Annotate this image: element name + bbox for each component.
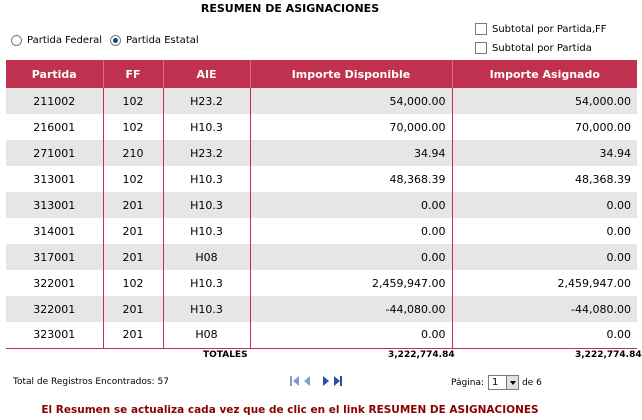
table-row[interactable] <box>6 270 637 296</box>
subtotal-partida-label: Subtotal por Partida <box>492 42 592 54</box>
cell-ff: 201 <box>103 218 163 244</box>
cell-importe-asignado: 0.00 <box>452 218 637 244</box>
table-row[interactable] <box>6 140 637 166</box>
cell-aie: H10.3 <box>163 192 250 218</box>
totals-row <box>6 350 642 364</box>
prev-page-icon[interactable] <box>304 376 310 386</box>
cell-importe-disponible: 54,000.00 <box>250 88 452 114</box>
totals-label: TOTALES <box>203 350 248 360</box>
page-total-label: de 6 <box>522 377 542 388</box>
partida-type-radio-group <box>11 35 207 46</box>
page-label: Página: <box>451 377 485 388</box>
cell-partida: 323001 <box>6 322 103 348</box>
cell-ff: 102 <box>103 114 163 140</box>
cell-aie: H10.3 <box>163 296 250 322</box>
subtotal-partida-checkbox[interactable] <box>475 42 487 54</box>
first-page-icon[interactable] <box>290 376 299 386</box>
subtotal-partida-option <box>475 41 592 55</box>
header-partida[interactable]: Partida <box>6 60 103 88</box>
cell-importe-asignado: 0.00 <box>452 192 637 218</box>
cell-aie: H10.3 <box>163 166 250 192</box>
table-row[interactable] <box>6 114 637 140</box>
cell-aie: H23.2 <box>163 88 250 114</box>
cell-partida: 271001 <box>6 140 103 166</box>
totals-disponible: 3,222,774.84 <box>388 350 455 360</box>
cell-ff: 102 <box>103 88 163 114</box>
cell-importe-asignado: -44,080.00 <box>452 296 637 322</box>
table-header-row <box>6 60 637 88</box>
table-row[interactable] <box>6 218 637 244</box>
partida-estatal-label: Partida Estatal <box>126 35 199 46</box>
header-aie[interactable]: AIE <box>163 60 250 88</box>
cell-importe-asignado: 54,000.00 <box>452 88 637 114</box>
cell-importe-asignado: 70,000.00 <box>452 114 637 140</box>
table-row[interactable] <box>6 88 637 114</box>
cell-partida: 314001 <box>6 218 103 244</box>
cell-ff: 201 <box>103 244 163 270</box>
cell-importe-disponible: 48,368.39 <box>250 166 452 192</box>
subtotal-partida-ff-checkbox[interactable] <box>475 23 487 35</box>
last-page-icon[interactable] <box>334 376 343 386</box>
cell-ff: 102 <box>103 166 163 192</box>
cell-aie: H10.3 <box>163 218 250 244</box>
cell-importe-asignado: 0.00 <box>452 244 637 270</box>
chevron-down-icon[interactable] <box>506 376 518 389</box>
table-row[interactable] <box>6 244 637 270</box>
pager <box>290 376 343 386</box>
page-selector <box>451 375 542 390</box>
next-page-icon[interactable] <box>323 376 329 386</box>
update-note: El Resumen se actualiza cada vez que de clic en el link RESUMEN DE ASIGNACIONES <box>41 404 539 416</box>
partida-federal-label: Partida Federal <box>27 35 103 46</box>
cell-importe-asignado: 2,459,947.00 <box>452 270 637 296</box>
cell-importe-disponible: 0.00 <box>250 322 452 348</box>
cell-ff: 201 <box>103 296 163 322</box>
cell-aie: H08 <box>163 244 250 270</box>
header-importe-asignado[interactable]: Importe Asignado <box>452 60 637 88</box>
cell-importe-asignado: 34.94 <box>452 140 637 166</box>
cell-importe-disponible: 0.00 <box>250 218 452 244</box>
cell-importe-asignado: 48,368.39 <box>452 166 637 192</box>
table-row[interactable] <box>6 166 637 192</box>
partida-estatal-radio[interactable] <box>110 35 121 46</box>
cell-importe-disponible: 2,459,947.00 <box>250 270 452 296</box>
partida-federal-radio[interactable] <box>11 35 22 46</box>
cell-ff: 201 <box>103 192 163 218</box>
cell-ff: 201 <box>103 322 163 348</box>
table-row[interactable] <box>6 322 637 348</box>
page-select[interactable] <box>488 375 519 390</box>
cell-importe-disponible: 70,000.00 <box>250 114 452 140</box>
cell-partida: 313001 <box>6 192 103 218</box>
cell-partida: 211002 <box>6 88 103 114</box>
cell-ff: 102 <box>103 270 163 296</box>
table-row[interactable] <box>6 296 637 322</box>
table-row[interactable] <box>6 192 637 218</box>
cell-aie: H08 <box>163 322 250 348</box>
page-title: RESUMEN DE ASIGNACIONES <box>200 2 380 15</box>
asignaciones-table <box>6 60 637 349</box>
cell-partida: 313001 <box>6 166 103 192</box>
subtotal-partida-ff-label: Subtotal por Partida,FF <box>492 23 607 35</box>
cell-partida: 317001 <box>6 244 103 270</box>
header-importe-disponible[interactable]: Importe Disponible <box>250 60 452 88</box>
page-select-value: 1 <box>492 377 499 388</box>
cell-importe-disponible: -44,080.00 <box>250 296 452 322</box>
cell-partida: 322001 <box>6 270 103 296</box>
cell-ff: 210 <box>103 140 163 166</box>
cell-importe-disponible: 0.00 <box>250 244 452 270</box>
cell-aie: H10.3 <box>163 270 250 296</box>
totals-asignado: 3,222,774.84 <box>575 350 642 360</box>
cell-aie: H10.3 <box>163 114 250 140</box>
records-count: Total de Registros Encontrados: 57 <box>13 377 169 387</box>
subtotal-partida-ff-option <box>475 22 607 36</box>
cell-importe-asignado: 0.00 <box>452 322 637 348</box>
cell-partida: 322001 <box>6 296 103 322</box>
cell-importe-disponible: 34.94 <box>250 140 452 166</box>
cell-partida: 216001 <box>6 114 103 140</box>
header-ff[interactable]: FF <box>103 60 163 88</box>
cell-importe-disponible: 0.00 <box>250 192 452 218</box>
cell-aie: H23.2 <box>163 140 250 166</box>
